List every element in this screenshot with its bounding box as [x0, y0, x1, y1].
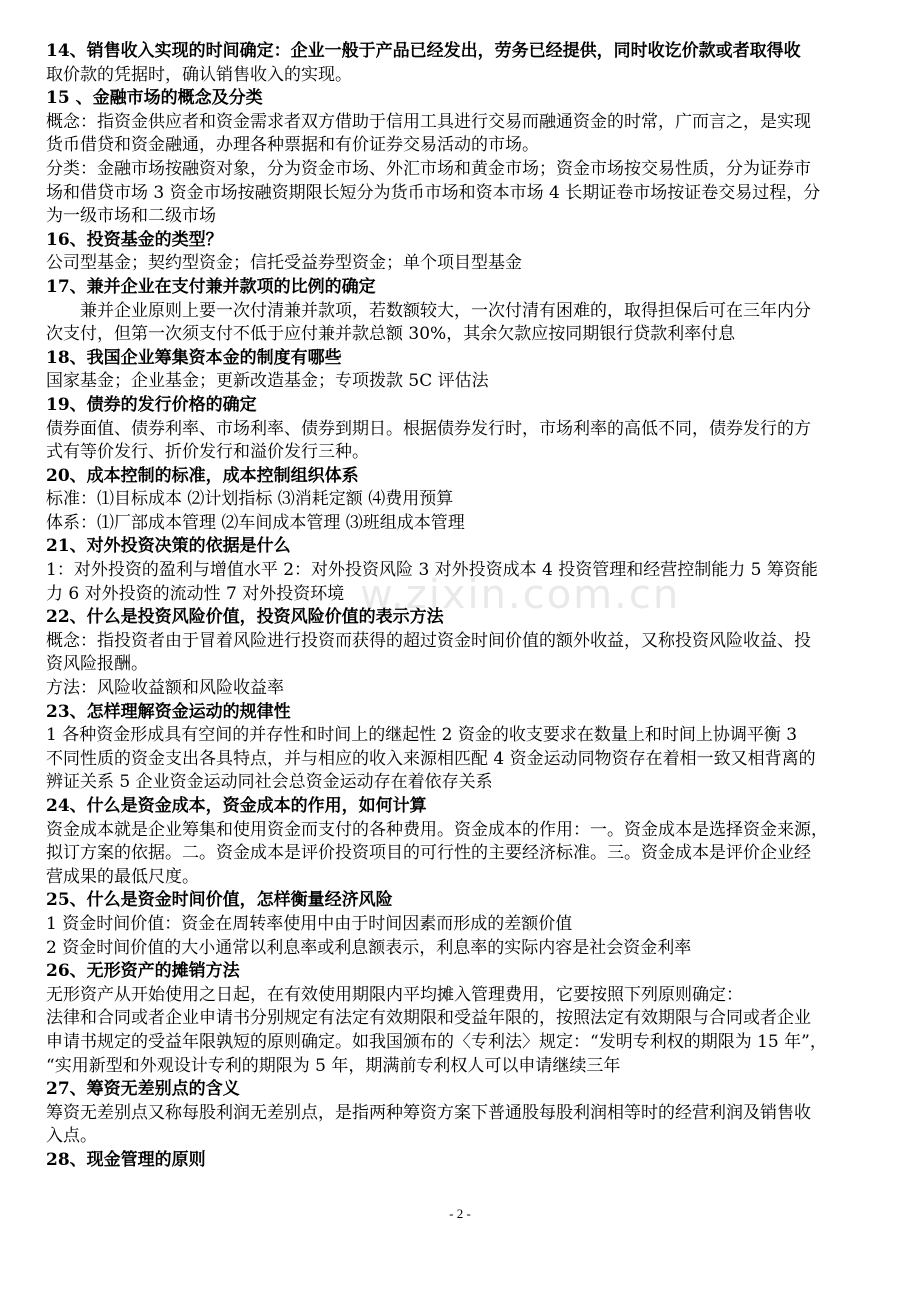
text-line: 为一级市场和二级市场 [46, 206, 216, 227]
section-heading: 21、对外投资决策的依据是什么 [46, 536, 291, 557]
text-line: 无形资产从开始使用之日起，在有效使用期限内平均摊入管理费用，它要按照下列原则确定： [46, 984, 743, 1005]
text-line: 1 各种资金形成具有空间的并存性和时间上的继起性 2 资金的收支要求在数量上和时间上协调平衡 3 [46, 725, 798, 746]
text-line: 营成果的最低尺度。 [46, 866, 199, 887]
text-line: 资金成本就是企业筹集和使用资金而支付的各种费用。资金成本的作用：一。资金成本是选择资金来源， [46, 819, 828, 840]
section-heading: 25、什么是资金时间价值，怎样衡量经济风险 [46, 890, 393, 911]
text-line: 体系：⑴厂部成本管理 ⑵车间成本管理 ⑶班组成本管理 [46, 512, 465, 533]
text-line: 入点。 [46, 1126, 97, 1147]
text-line: 方法：风险收益额和风险收益率 [46, 678, 284, 699]
text-line: 概念：指资金供应者和资金需求者双方借助于信用工具进行交易而融通资金的时常，广而言之，是实现 [46, 111, 811, 132]
text-line: 货币借贷和资金融通，办理各种票据和有价证券交易活动的市场。 [46, 135, 539, 156]
text-line: 场和借贷市场 3 资金市场按融资期限长短分为货币市场和资本市场 4 长期证卷市场按证卷交易过程，分 [46, 182, 821, 203]
text-line: 资风险报酬。 [46, 654, 148, 675]
section-heading: 18、我国企业筹集资本金的制度有哪些 [46, 347, 342, 368]
document-body [46, 40, 878, 1173]
text-line: 公司型基金；契约型资金；信托受益券型资金；单个项目型基金 [46, 253, 522, 274]
text-line: 兼并企业原则上要一次付清兼并款项，若数额较大，一次付清有困难的，取得担保后可在三年内分 [80, 300, 811, 321]
text-line: 取价款的凭据时，确认销售收入的实现。 [46, 64, 352, 85]
section-heading: 15 、金融市场的概念及分类 [46, 88, 263, 109]
section-heading: 26、无形资产的摊销方法 [46, 961, 240, 982]
text-line: 法律和合同或者企业申请书分别规定有法定有效期限和受益年限的，按照法定有效期限与合同或者企业 [46, 1008, 811, 1029]
text-line: 国家基金；企业基金；更新改造基金；专项拨款 5C 评估法 [46, 371, 489, 392]
text-line: 标准：⑴目标成本 ⑵计划指标 ⑶消耗定额 ⑷费用预算 [46, 489, 454, 510]
section-heading: 28、现金管理的原则 [46, 1149, 206, 1170]
text-line: 次支付，但第一次须支付不低于应付兼并款总额 30%，其余欠款应按同期银行贷款利率付息 [46, 324, 736, 345]
text-line: 1：对外投资的盈利与增值水平 2：对外投资风险 3 对外投资成本 4 投资管理和经营控制能力 5 筹资能 [46, 560, 818, 581]
text-line: “实用新型和外观设计专利的期限为 5 年，期满前专利权人可以申请继续三年 [46, 1055, 621, 1076]
watermark: w.zixin.com.cn [360, 572, 681, 618]
section-heading: 16、投资基金的类型？ [46, 229, 223, 250]
section-heading: 22、什么是投资风险价值，投资风险价值的表示方法 [46, 607, 444, 628]
section-heading: 20、成本控制的标准，成本控制组织体系 [46, 465, 359, 486]
section-heading: 19、债券的发行价格的确定 [46, 394, 257, 415]
text-line: 式有等价发行、折价发行和溢价发行三种。 [46, 442, 369, 463]
text-line: 分类：金融市场按融资对象，分为资金市场、外汇市场和黄金市场；资金市场按交易性质，分为证券市 [46, 158, 811, 179]
section-heading: 23、怎样理解资金运动的规律性 [46, 701, 291, 722]
text-line: 筹资无差别点又称每股利润无差别点，是指两种筹资方案下普通股每股利润相等时的经营利润及销售收 [46, 1102, 811, 1123]
text-line: 申请书规定的受益年限孰短的原则确定。如我国颁布的〈专利法〉规定：“发明专利权的期限为 15 年”， [46, 1031, 827, 1052]
text-line: 概念：指投资者由于冒着风险进行投资而获得的超过资金时间价值的额外收益，又称投资风险收益、投 [46, 630, 811, 651]
section-heading: 27、筹资无差别点的含义 [46, 1079, 240, 1100]
text-line: 不同性质的资金支出各具特点，并与相应的收入来源相匹配 4 资金运动同物资存在着相一致又相背离的 [46, 748, 816, 769]
page-number: - 2 - [449, 1206, 471, 1221]
text-line: 债券面值、债券利率、市场利率、债券到期日。根据债券发行时，市场利率的高低不同，债券发行的方 [46, 418, 811, 439]
text-line: 2 资金时间价值的大小通常以利息率或利息额表示，利息率的实际内容是社会资金利率 [46, 937, 692, 958]
text-line: 辨证关系 5 企业资金运动同社会总资金运动存在着依存关系 [46, 772, 493, 793]
text-line: 1 资金时间价值：资金在周转率使用中由于时间因素而形成的差额价值 [46, 913, 573, 934]
section-heading: 24、什么是资金成本，资金成本的作用，如何计算 [46, 796, 427, 816]
text-line: 拟订方案的依据。二。资金成本是评价投资项目的可行性的主要经济标准。三。资金成本是评价企业经 [46, 843, 811, 864]
section-heading: 17、兼并企业在支付兼并款项的比例的确定 [46, 276, 376, 297]
text-line: 力 6 对外投资的流动性 7 对外投资环境 [46, 583, 345, 604]
section-heading: 14、销售收入实现的时间确定：企业一般于产品已经发出，劳务已经提供，同时收讫价款或者取得收 [46, 41, 801, 61]
